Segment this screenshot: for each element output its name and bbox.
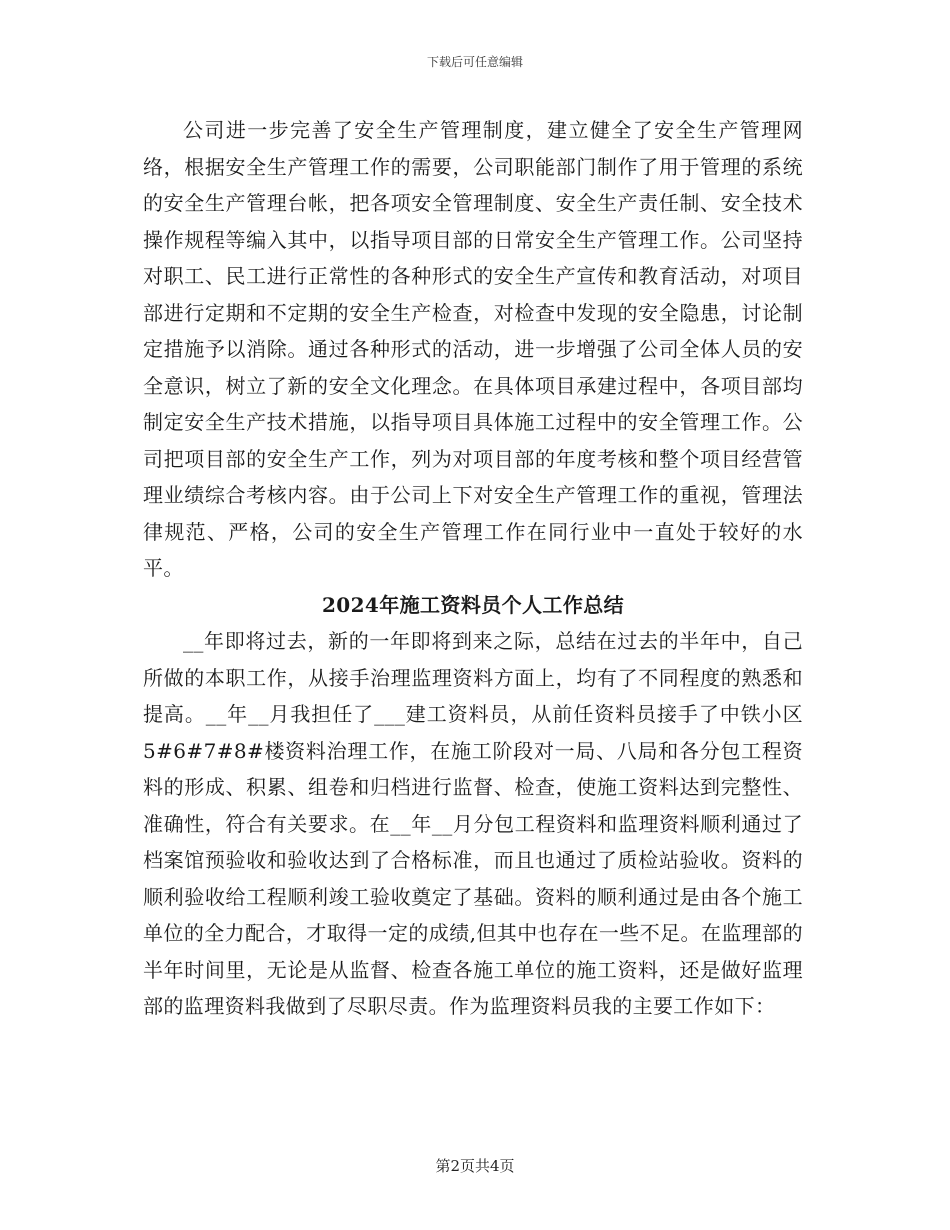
page-header: 下载后可任意编辑 (426, 55, 523, 69)
section-title: 2024年施工资料员个人工作总结 (321, 592, 625, 617)
document-body (143, 112, 803, 1025)
body-paragraph-summary: __年即将过去，新的一年即将到来之际，总结在过去的半年中，自己所做的本职工作，从接手治理监理资料方面上，均有了不同程度的熟悉和提高。__年__月我担任了___建工资料员，从前任资料员接手了中铁小区5#6#7#8#楼资料治理工作，在施工阶段对一局、八局和各分包工程资料的形成、积累、组卷和归档进行监督、检查，使施工资料达到完整性、准确性，符合有关要求。在__年__月分包工程资料和监理资料顺利通过了档案馆预验收和验收达到了合格标准，而且也通过了质检站验收。资料的顺利验收给工程顺利竣工验收奠定了基础。资料的顺利通过是由各个施工单位的全力配合，才取得一定的成绩,但其中也存在一些不足。在监理部的半年时间里，无论是从监督、检查各施工单位的施工资料，还是做好监理部的监理资料我做到了尽职尽责。作为监理资料员我的主要工作如下： (143, 629, 803, 1018)
body-paragraph-company-safety: 公司进一步完善了安全生产管理制度，建立健全了安全生产管理网络，根据安全生产管理工作的需要，公司职能部门制作了用于管理的系统的安全生产管理台帐，把各项安全管理制度、安全生产责任制、安全技术操作规程等编入其中，以指导项目部的日常安全生产管理工作。公司坚持对职工、民工进行正常性的各种形式的安全生产宣传和教育活动，对项目部进行定期和不定期的安全生产检查，对检查中发现的安全隐患，讨论制定措施予以消除。通过各种形式的活动，进一步增强了公司全体人员的安全意识，树立了新的安全文化理念。在具体项目承建过程中，各项目部均制定安全生产技术措施，以指导项目具体施工过程中的安全管理工作。公司把项目部的安全生产工作，列为对项目部的年度考核和整个项目经营管理业绩综合考核内容。由于公司上下对安全生产管理工作的重视，管理法律规范、严格，公司的安全生产管理工作在同行业中一直处于较好的水平。 (143, 118, 803, 580)
page-footer: 第2页共4页 (435, 1157, 515, 1175)
